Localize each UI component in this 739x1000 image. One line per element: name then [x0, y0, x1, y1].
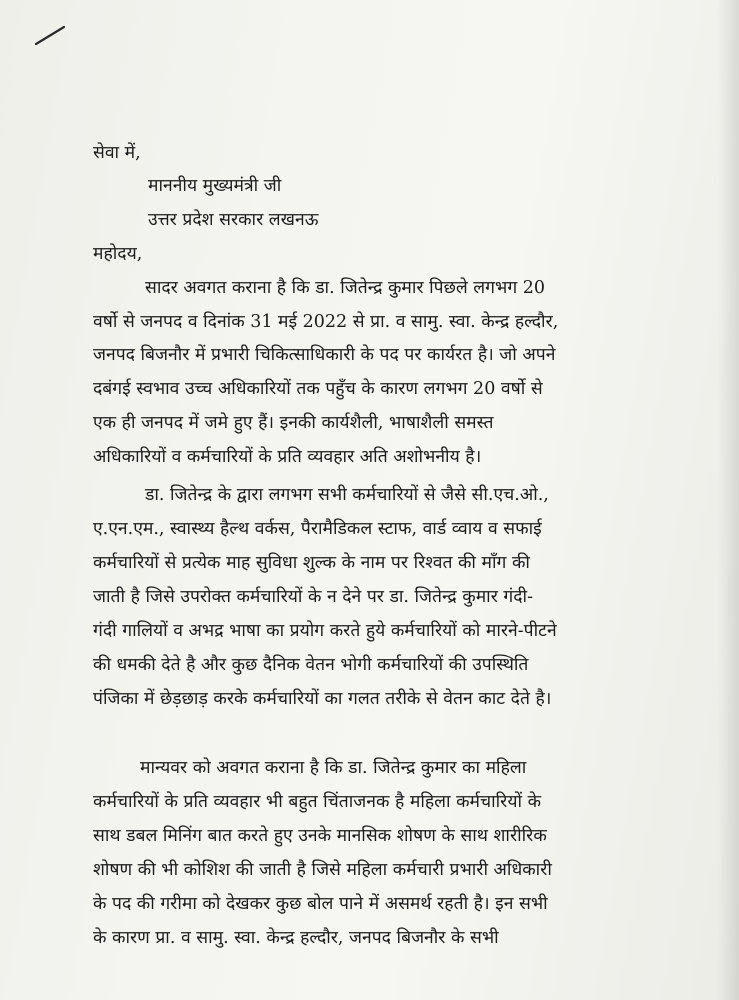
- body-line: सादर अवगत कराना है कि डा. जितेन्द्र कुमार पिछले लगभग 20: [145, 278, 545, 298]
- body-line: कर्मचारियों के प्रति व्यवहार भी बहुत चिंताजनक है महिला कर्मचारियों के: [93, 792, 542, 812]
- body-line: मान्यवर को अवगत कराना है कि डा. जितेन्द्र कुमार का महिला: [140, 758, 527, 778]
- body-line: के पद की गरीमा को देखकर कुछ बोल पाने में असमर्थ रहती है। इन सभी: [93, 894, 548, 914]
- body-line: डा. जितेन्द्र के द्वारा लगभग सभी कर्मचारियों से जैसे सी.एच.ओ.,: [145, 485, 549, 505]
- recipient-line-1: माननीय मुख्यमंत्री जी: [148, 176, 282, 196]
- greeting: महोदय,: [93, 244, 143, 264]
- recipient-line-2: उत्तर प्रदेश सरकार लखनऊ: [148, 210, 319, 230]
- salutation-to: सेवा में,: [93, 143, 141, 163]
- body-line: पंजिका में छेड़छाड़ करके कर्मचारियों का गलत तरीके से वेतन काट देते है।: [93, 689, 552, 709]
- body-line: गंदी गालियों व अभद्र भाषा का प्रयोग करते हुये कर्मचारियों को मारने-पीटने: [93, 621, 557, 641]
- pen-stroke-mark: [34, 24, 66, 46]
- body-line: शोषण की भी कोशिश की जाती है जिसे महिला कर्मचारी प्रभारी अधिकारी: [93, 860, 552, 880]
- body-line: जनपद बिजनौर में प्रभारी चिकित्साधिकारी के पद पर कार्यरत है। जो अपने: [93, 345, 556, 365]
- body-line: के कारण प्रा. व सामु. स्वा. केन्द्र हल्दौर, जनपद बिजनौर के सभी: [93, 928, 499, 948]
- body-line: दबंगई स्वभाव उच्च अधिकारियों तक पहुँच के कारण लगभग 20 वर्षो से: [93, 379, 543, 399]
- page-edge-shadow: [717, 0, 739, 1000]
- body-line: की धमकी देते है और कुछ दैनिक वेतन भोगी कर्मचारियों की उपस्थिति: [93, 655, 529, 675]
- body-line: वर्षो से जनपद व दिनांक 31 मई 2022 से प्रा. व सामु. स्वा. केन्द्र हल्दौर,: [93, 312, 559, 332]
- body-line: साथ डबल मिनिंग बात करते हुए उनके मानसिक शोषण के साथ शारीरिक: [93, 826, 547, 846]
- body-line: अधिकारियों व कर्मचारियों के प्रति व्यवहार अति अशोभनीय है।: [93, 447, 482, 467]
- body-line: जाती है जिसे उपरोक्त कर्मचारियों के न देने पर डा. जितेन्द्र कुमार गंदी-: [93, 587, 534, 607]
- body-line: कर्मचारियों से प्रत्येक माह सुविधा शुल्क के नाम पर रिश्वत की माँग की: [93, 553, 530, 573]
- body-line: ए.एन.एम., स्वास्थ्य हैल्थ वर्कस, पैरामैडिकल स्टाफ, वार्ड व्वाय व सफाई: [93, 519, 542, 539]
- body-line: एक ही जनपद में जमे हुए हैं। इनकी कार्यशैली, भाषाशैली समस्त: [93, 413, 494, 433]
